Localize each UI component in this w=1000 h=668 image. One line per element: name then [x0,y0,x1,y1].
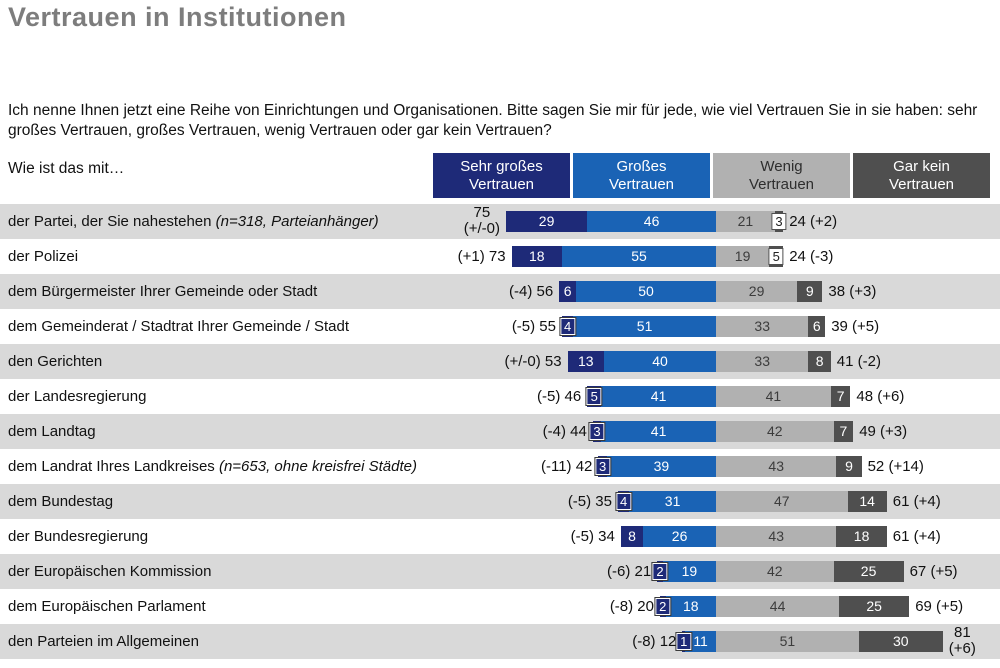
bar-segment-grosses [601,386,716,407]
distrust-sum-label: 48 (+6) [856,388,905,405]
distrust-sum-label: 38 (+3) [828,283,877,300]
bar-segment-sehr-grosses [506,211,587,232]
bar-segment-grosses [666,596,716,617]
distrust-sum-label: 24 (+2) [789,213,838,230]
distrust-sum-label: 24 (-3) [789,248,834,265]
legend-box-gar-kein-vertrauen: Gar kein Vertrauen [853,153,990,198]
bar-value: 33 [754,318,770,334]
bar-value: 19 [734,248,751,264]
legend-box-wenig-vertrauen: Wenig Vertrauen [713,153,850,198]
row-label: dem Bürgermeister Ihrer Gemeinde oder Stadt [8,283,318,300]
bar-segment-wenig [716,421,834,442]
bar-segment-gar-kein [839,596,909,617]
chart-row [0,414,1000,449]
row-label: der Landesregierung [8,388,147,405]
bar-value: 29 [538,213,555,229]
bar-value: 9 [805,283,814,299]
bar-value: 55 [631,248,647,264]
bar-segment-wenig [716,351,808,372]
chart-row [0,379,1000,414]
bar-value-callout: 4 [616,493,631,510]
chart-row [0,554,1000,589]
bar-value: 42 [767,423,783,439]
bar-value: 51 [636,318,653,334]
trust-sum-label: (-5) 34 [570,528,615,545]
chart-row [0,624,1000,659]
bar-value: 7 [836,388,845,404]
bar-segment-sehr-grosses [559,281,576,302]
trust-sum-label: (+1) 73 [457,248,506,265]
bar-segment-wenig [716,561,834,582]
chart-row [0,344,1000,379]
bar-value: 46 [643,213,660,229]
bar-value: 25 [866,598,882,614]
bar-value: 43 [768,528,784,544]
trust-sum-label: (-5) 46 [537,388,582,405]
bar-value: 41 [765,388,782,404]
bar-value: 43 [768,458,784,474]
chart-row [0,589,1000,624]
bar-value: 47 [774,493,790,509]
distrust-sum-label: 69 (+5) [915,598,964,615]
bar-segment-grosses [663,561,716,582]
row-label: der Bundesregierung [8,528,149,545]
chart-row [0,484,1000,519]
trust-sum-label: (-8) 12 [632,633,677,650]
row-label: dem Gemeinderat / Stadtrat Ihrer Gemeinde / Stadt [8,318,350,335]
bar-value: 25 [860,563,877,579]
bar-segment-gar-kein [834,421,854,442]
intro-text: Ich nenne Ihnen jetzt eine Reihe von Einrichtungen und Organisationen. Bitte sagen Sie mir für jede, wie viel Vertrauen Sie in sie haben: sehr großes Vertrauen, großes Vertrauen, wenig Vertrauen oder gar kein Vertrauen? [8,102,978,139]
bar-value-callout: 3 [771,213,786,230]
bar-segment-grosses [573,316,716,337]
bar-segment-gar-kein [831,386,851,407]
bar-value: 8 [628,528,636,544]
distrust-sum-label: 41 (-2) [836,353,881,370]
bar-segment-wenig [716,596,839,617]
bar-segment-gar-kein [808,316,825,337]
page-title: Vertrauen in Institutionen [8,2,347,32]
row-label-note: (n=318, Parteianhänger) [211,213,379,230]
bar-value: 41 [650,388,667,404]
legend-box-sehr-grosses-vertrauen: Sehr großes Vertrauen [433,153,570,198]
bar-segment-grosses [604,351,716,372]
distrust-sum-label: 39 (+5) [831,318,880,335]
chart-row [0,239,1000,274]
bar-segment-gar-kein [808,351,830,372]
row-label: dem Europäischen Parlament [8,598,206,615]
bar-segment-sehr-grosses [512,246,562,267]
bar-segment-wenig [716,631,859,652]
trust-sum-label: (+/-0) 53 [504,353,562,370]
bar-value: 41 [650,423,667,439]
bar-segment-gar-kein [836,526,886,547]
bar-segment-sehr-grosses [621,526,643,547]
bar-value-callout: 4 [560,318,575,335]
bar-value: 33 [754,353,770,369]
bar-value: 40 [652,353,668,369]
bar-value: 50 [638,283,654,299]
bar-value: 44 [769,598,786,614]
bar-segment-wenig [716,316,808,337]
bar-value: 29 [748,283,765,299]
chart-row [0,274,1000,309]
bar-value: 42 [767,563,783,579]
bar-value: 39 [653,458,670,474]
chart-row [0,519,1000,554]
bar-value-callout: 3 [595,458,610,475]
bar-segment-grosses [576,281,716,302]
distrust-sum-label: 61 (+4) [892,493,941,510]
trust-sum-label: (-5) 35 [567,493,612,510]
bar-value: 7 [839,423,848,439]
bar-segment-sehr-grosses [568,351,604,372]
row-label: dem Landrat Ihres Landkreises (n=653, ohne kreisfrei Städte) [8,458,417,475]
distrust-sum-label: 49 (+3) [859,423,908,440]
row-label: dem Landtag [8,423,96,440]
row-label: den Parteien im Allgemeinen [8,633,199,650]
bar-segment-gar-kein [859,631,943,652]
row-label: der Partei, der Sie nahestehen (n=318, Parteianhänger) [8,213,379,230]
bar-segment-grosses [643,526,716,547]
bar-value: 6 [812,318,821,334]
trust-sum-label: (-6) 21 [607,563,652,580]
bar-segment-wenig [716,246,769,267]
bar-value: 30 [893,633,909,649]
question-prompt: Wie ist das mit… [8,160,125,177]
row-label-note: (n=653, ohne kreisfrei Städte) [214,458,417,475]
bar-segment-grosses [629,491,716,512]
row-label: der Polizei [8,248,79,265]
bar-segment-wenig [716,281,797,302]
bar-value: 9 [845,458,853,474]
distrust-sum-label: 61 (+4) [892,528,941,545]
bar-value-callout: 1 [676,633,691,650]
bar-segment-grosses [587,211,716,232]
bar-segment-wenig [716,491,848,512]
bar-segment-wenig [716,386,831,407]
bar-value: 14 [859,493,875,509]
bar-value-callout: 5 [587,388,602,405]
bar-segment-grosses [601,421,716,442]
trust-sum-label: (-4) 56 [509,283,554,300]
bar-segment-grosses [562,246,716,267]
bar-segment-gar-kein [834,561,904,582]
bar-value: 8 [815,353,824,369]
bar-segment-wenig [716,211,775,232]
chart-rows [0,204,1000,659]
bar-segment-gar-kein [836,456,861,477]
bar-value-callout: 3 [589,423,604,440]
bar-value: 18 [529,248,545,264]
bar-value: 18 [853,528,870,544]
distrust-sum-label: 52 (+14) [867,458,924,475]
chart-row [0,204,1000,239]
bar-value: 26 [671,528,688,544]
legend-box-grosses-vertrauen: Großes Vertrauen [573,153,710,198]
trust-sum-label: 75 (+/-0) [463,204,500,237]
row-label: dem Bundestag [8,493,114,510]
bar-value: 51 [779,633,796,649]
bar-segment-gar-kein [848,491,887,512]
chart-row [0,449,1000,484]
distrust-sum-label: 67 (+5) [909,563,958,580]
bar-value-callout: 2 [655,598,670,615]
chart-row [0,309,1000,344]
distrust-sum-label: 81 (+6) [948,624,976,657]
bar-value: 18 [683,598,699,614]
bar-value: 11 [693,633,708,649]
row-label: den Gerichten [8,353,103,370]
bar-value: 13 [578,353,594,369]
bar-value: 6 [563,283,572,299]
trust-sum-label: (-11) 42 [540,458,593,475]
bar-segment-grosses [607,456,716,477]
bar-segment-wenig [716,456,836,477]
bar-segment-gar-kein [797,281,822,302]
bar-value: 19 [681,563,698,579]
trust-sum-label: (-5) 55 [511,318,556,335]
bar-value: 21 [737,213,754,229]
bar-value: 31 [664,493,681,509]
bar-segment-wenig [716,526,836,547]
bar-value-callout: 5 [769,248,784,265]
bar-value-callout: 2 [652,563,667,580]
trust-sum-label: (-8) 20 [609,598,654,615]
row-label: der Europäischen Kommission [8,563,212,580]
trust-sum-label: (-4) 44 [542,423,587,440]
